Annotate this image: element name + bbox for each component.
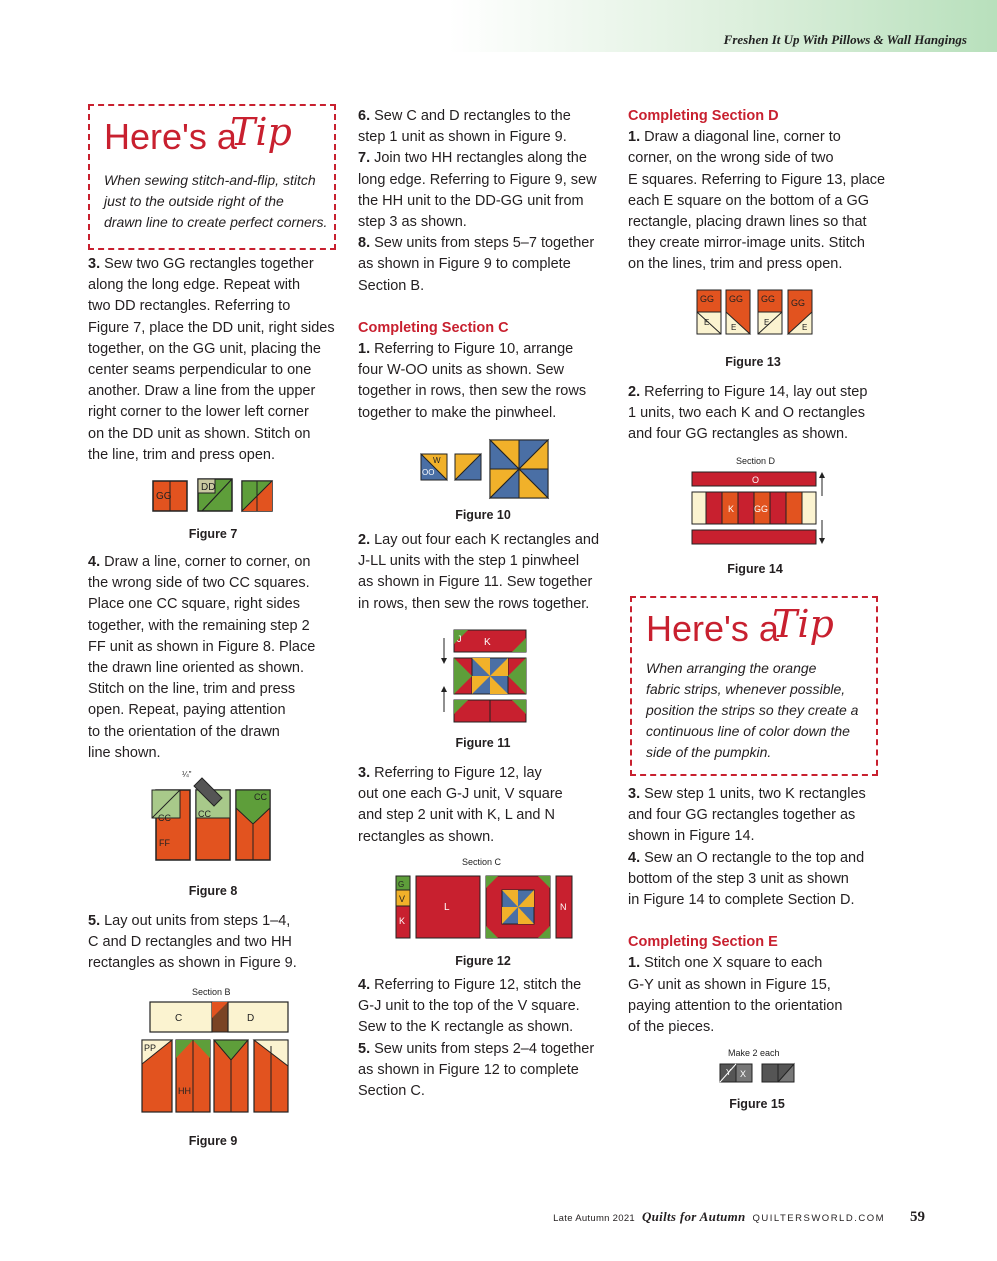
label-w: W [433,456,441,465]
label-hh: HH [178,1086,191,1096]
tip-script: Tip [772,602,834,646]
label-g: G [398,880,405,889]
figure-15-caption: Figure 15 [729,1097,785,1111]
column-1-step5: 5. Lay out units from steps 1–4, C and D rectangles and two HH rectangles as shown in Figure 9. [88,913,297,972]
label-c: C [175,1013,183,1024]
label-x: X [740,1069,747,1079]
figure-10-caption: Figure 10 [455,508,511,522]
section-c-heading: Completing Section C [358,319,509,336]
label-quarter: ¼" [182,770,192,779]
label-cc-3: CC [254,792,267,802]
label-d: D [247,1013,255,1024]
label-gg: GG [156,491,172,502]
figure-10 [420,438,550,502]
figure-9 [140,984,300,1114]
label-cc-1: CC [158,813,171,823]
figure-14 [688,452,828,548]
figure-9-caption: Figure 9 [188,1134,238,1148]
figure-15 [718,1044,798,1086]
column-1-step4: 4. Draw a line, corner to corner, on the wrong side of two CC squares. Place one CC square, right sides together, with the remaining step 2 FF unit as shown in Figure 8. Place the drawn line oriented as shown. Stitch on the line, trim and press open. Repeat, paying attention to the orientation of the drawn line shown. [88,554,316,761]
page-number: 59 [910,1209,925,1225]
figure-8-caption: Figure 8 [188,884,238,898]
footer-issue: Late Autumn 2021 [553,1213,636,1224]
figure-13-caption: Figure 13 [725,355,781,369]
label-gg-3: GG [761,294,776,304]
label-gg-4: GG [791,298,806,308]
label-section-d: Section D [736,456,776,466]
tip-title: Here's a [646,608,779,649]
label-y: Y [726,1068,732,1077]
page-footer [553,1209,885,1225]
label-o: O [752,475,760,485]
figure-14-caption: Figure 14 [727,562,783,576]
figure-11 [432,628,532,724]
label-ff: FF [159,838,170,848]
footer-site: QUILTERSWORLD.COM [752,1213,885,1224]
section-d-heading: Completing Section D [628,108,779,124]
label-gg-2: GG [729,294,744,304]
figure-8 [150,768,276,864]
label-n: N [560,902,567,912]
label-gg-1: GG [700,294,715,304]
column-1-step3: 3. Sew two GG rectangles together along the long edge. Repeat with two DD rectangles. Referring to Figure 7, place the DD unit, right sides together, on the GG unit, placing the center seams perpendicular to one another. Draw a line from the upper right corner to the lower left corner on the DD unit as shown. Stitch on the line, trim and press open. [88,256,335,463]
tip-script: Tip [230,110,292,154]
tip-text: When sewing stitch-and-flip, stitch just to the outside right of the drawn line to create perfect corners. [104,172,328,230]
figure-7 [152,478,276,514]
label-l: L [444,902,450,913]
column-2-steps-6-8: 6. Sew C and D rectangles to the step 1 unit as shown in Figure 9. 7. Join two HH rectangles along the long edge. Referring to Figure 9, sew the HH unit to the DD-GG unit from step 3 as shown. 8. Sew units from steps 5–7 together as shown in Figure 9 to complete Section B. Completing Section C 1. Referring to Figure 10, arrange four W-OO units as shown. Sew together in rows, then sew the rows together to make the pinwheel. [358,106,620,424]
label-cc-2: CC [198,809,211,819]
column-3-section-d: Completing Section D 1. Draw a diagonal line, corner to corner, on the wrong side of two E squares. Referring to Figure 13, place each E square on the bottom of a GG rectangle, placing drawn lines so that they create mirror-image units. Stitch on the lines, trim and press open. [628,106,890,276]
figure-7-caption: Figure 7 [188,527,238,541]
tip-title: Here's a [104,116,237,157]
label-dd: DD [201,482,216,493]
section-e-heading: Completing Section E [628,934,778,951]
label-pp: PP [144,1043,157,1053]
label-k12: K [399,916,406,926]
label-j: J [457,634,462,644]
label-section-c: Section C [462,857,502,867]
label-e-4: E [802,323,808,332]
footer-magazine: Quilts for Autumn [641,1209,746,1224]
tip-box-1 [88,104,336,250]
label-e-1: E [704,318,710,327]
label-section-b: Section B [192,987,231,997]
figure-12 [394,854,576,944]
tip-text: When arranging the orange fabric strips, whenever possible, position the strips so they create a continuous line of color down the side of the pumpkin. [646,660,859,760]
running-head: Freshen It Up With Pillows & Wall Hangings [723,32,967,47]
label-k: K [484,637,491,648]
figure-11-caption: Figure 11 [455,736,511,750]
tip-box-2 [630,596,878,776]
column-3-steps-d3-e1: 3. Sew step 1 units, two K rectangles and four GG rectangles together as shown in Figure 14. 4. Sew an O rectangle to the top and bottom of the step 3 unit as shown in Figure 14 to complete Section D. Completing Section E 1. Stitch one X square to each G-Y unit as shown in Figure 15, paying attention to the orientation of the pieces. [628,784,890,1038]
label-oo: OO [422,468,435,477]
label-e-2: E [731,323,737,332]
column-3-step-d2: 2. Referring to Figure 14, lay out step 1 units, two each K and O rectangles and four GG rectangles as shown. [628,384,868,443]
label-e-3: E [764,318,770,327]
label-gg14: GG [754,504,769,514]
label-k14: K [728,504,735,514]
figure-13 [696,288,816,336]
column-2-step-c3: 3. Referring to Figure 12, lay out one each G-J unit, V square and step 2 unit with K, L and N rectangles as shown. [358,765,563,845]
label-v: V [399,894,406,904]
column-2-steps-c4-c5: 4. Referring to Figure 12, stitch the G-J unit to the top of the V square. Sew to the K rectangle as shown. 5. Sew units from steps 2–4 together as shown in Figure 12 to complete Section C. [358,977,595,1100]
label-make-2: Make 2 each [728,1048,780,1058]
column-2-step-c2: 2. Lay out four each K rectangles and J-LL units with the step 1 pinwheel as shown in Figure 11. Sew together in rows, then sew the rows together. [358,532,600,612]
figure-12-caption: Figure 12 [455,954,511,968]
